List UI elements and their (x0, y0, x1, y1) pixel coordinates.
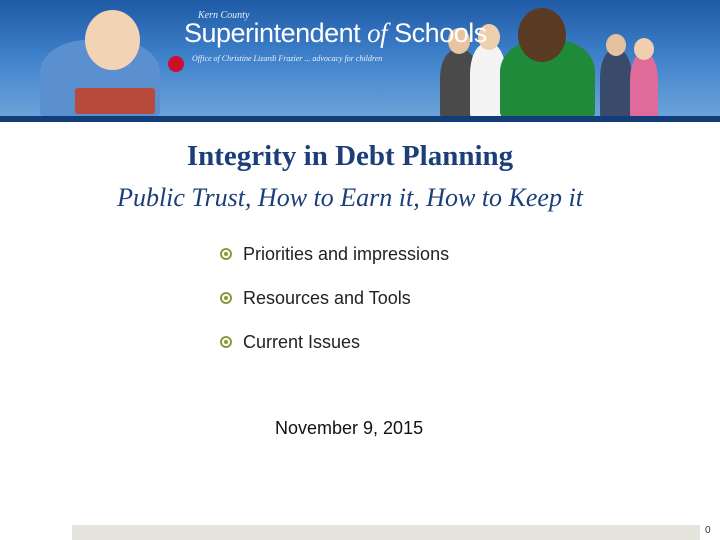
student-face-left (85, 10, 140, 70)
slide-title: Integrity in Debt Planning (186, 140, 514, 172)
bullet-label: Current Issues (243, 331, 361, 352)
kern-county-logo (178, 10, 487, 72)
banner-divider (0, 116, 720, 122)
slide-number: 0 (705, 525, 711, 536)
bullet-item (220, 276, 449, 320)
logo-tagline: Office of Christine Lizardi Frazier ... advocacy for children (192, 54, 383, 63)
target-bullet-icon (220, 292, 232, 304)
footer-bar (72, 525, 700, 540)
student-photo-right-4 (600, 50, 632, 120)
slide-subtitle: Public Trust, How to Earn it, How to Keep it (117, 183, 583, 212)
books-image (75, 88, 155, 114)
target-bullet-icon (220, 336, 232, 348)
student-photo-right-5 (630, 54, 658, 120)
student-face-right-4 (606, 34, 626, 56)
bullet-label: Resources and Tools (243, 287, 411, 308)
logo-county-text: Kern County (198, 10, 250, 21)
student-face-right-3 (518, 8, 566, 62)
target-bullet-icon (220, 248, 232, 260)
presentation-date: November 9, 2015 (275, 418, 424, 438)
student-face-right-5 (634, 38, 654, 60)
header-banner (0, 0, 720, 120)
logo-main-text: Superintendent of Schools (184, 18, 487, 48)
bullet-item (220, 320, 449, 364)
bullet-list (220, 232, 449, 364)
bullet-label: Priorities and impressions (243, 243, 450, 264)
bullet-item (220, 232, 449, 276)
